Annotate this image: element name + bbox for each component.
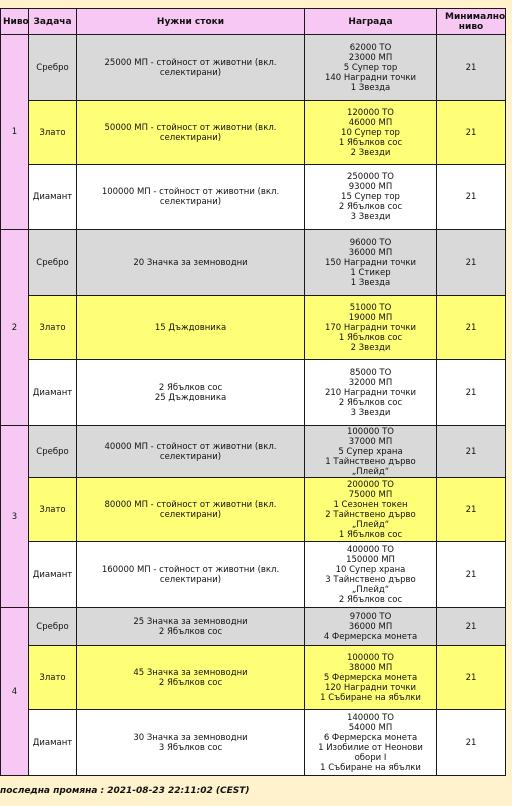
task-cell: Злато [29, 478, 77, 542]
min-level-cell: 21 [437, 296, 506, 360]
reward-line: 6 Фермерска монета [323, 732, 418, 743]
reward-line: 400000 ТО [346, 544, 395, 555]
reward-line: 100000 ТО [346, 652, 395, 663]
reward-line: 1 Сезонен токен [333, 499, 408, 510]
last-modified: последна промяна : 2021-08-23 22:11:02 (CEST) [0, 786, 250, 796]
header-task: Задача [29, 9, 77, 35]
reward-line: 2 Звезди [350, 342, 391, 353]
items-line: 40000 МП - стойност от животни (вкл. селектирани) [104, 441, 277, 462]
reward-line: 1 Изобилие от Неонови [318, 742, 423, 753]
min-level-cell: 21 [437, 608, 506, 646]
header-min-level-text: Минимално ниво [445, 11, 506, 32]
level-cell: 1 [1, 35, 29, 230]
reward-line: 15 Супер тор [341, 192, 400, 202]
header-row [1, 9, 506, 35]
reward-line: „Плейд“ [351, 466, 390, 477]
reward-line: 3 Звезди [350, 212, 391, 222]
items-line: 25 Дъждовника [154, 392, 227, 403]
min-level-cell: 21 [437, 230, 506, 296]
task-cell: Диамант [29, 542, 77, 608]
reward-line: 150000 МП [346, 554, 395, 565]
reward-line: 96000 ТО [349, 237, 392, 248]
items-line: 2 Ябълков сос [158, 626, 223, 637]
reward-line: 250000 ТО [346, 172, 395, 182]
reward-line: 170 Наградни точки [324, 322, 417, 333]
items-line: 80000 МП - стойност от животни (вкл. селектирани) [104, 499, 277, 520]
task-cell: Злато [29, 101, 77, 165]
items-cell [77, 710, 305, 776]
reward-line: 210 Наградни точки [324, 387, 417, 398]
header-items: Нужни стоки [77, 9, 305, 35]
reward-line: 23000 МП [348, 52, 393, 63]
items-cell [77, 296, 305, 360]
min-level-cell: 21 [437, 101, 506, 165]
items-cell [77, 608, 305, 646]
reward-line: 1 Стикер [350, 267, 391, 278]
reward-line: 85000 ТО [349, 367, 392, 378]
items-line: 15 Дъждовника [154, 322, 227, 333]
table-row [1, 710, 506, 776]
reward-line: 150 Наградни точки [324, 257, 417, 268]
reward-line: 2 Ябълков сос [338, 594, 403, 605]
items-line: 25 Значка за земноводни [133, 616, 248, 627]
items-line: 2 Ябълков сос [158, 677, 223, 688]
task-cell: Диамант [29, 710, 77, 776]
reward-line: 1 Ябълков сос [338, 332, 403, 343]
table-row [1, 542, 506, 608]
reward-cell [305, 426, 437, 478]
table-row [1, 478, 506, 542]
reward-line: 200000 ТО [346, 479, 395, 490]
reward-cell [305, 35, 437, 101]
items-cell [77, 646, 305, 710]
quest-table [0, 8, 506, 776]
reward-line: 93000 МП [348, 182, 393, 192]
reward-line: 5 Супер тор [343, 62, 398, 73]
items-line: 20 Значка за земноводни [133, 257, 248, 268]
reward-line: 4 Фермерска монета [323, 631, 418, 642]
reward-cell [305, 296, 437, 360]
items-cell [77, 101, 305, 165]
items-line: 50000 МП - стойност от животни (вкл. селектирани) [104, 122, 277, 143]
level-cell: 4 [1, 608, 29, 776]
reward-line: 1 Звезда [350, 82, 391, 93]
reward-cell [305, 101, 437, 165]
reward-line: „Плейд“ [351, 584, 390, 595]
items-line: 45 Значка за земноводни [133, 667, 248, 678]
reward-cell [305, 478, 437, 542]
items-cell [77, 230, 305, 296]
reward-line: 62000 ТО [349, 42, 392, 53]
task-cell: Сребро [29, 230, 77, 296]
reward-line: 37000 МП [348, 436, 393, 447]
min-level-cell: 21 [437, 35, 506, 101]
reward-line: 36000 МП [348, 247, 393, 258]
items-line: 25000 МП - стойност от животни (вкл. селектирани) [104, 57, 277, 78]
reward-line: 140 Наградни точки [324, 72, 417, 83]
task-cell: Злато [29, 646, 77, 710]
table-row [1, 296, 506, 360]
reward-line: 1 Събиране на ябълки [320, 692, 421, 703]
reward-cell [305, 608, 437, 646]
reward-line: обори I [354, 752, 387, 763]
reward-line: 46000 МП [348, 117, 393, 128]
reward-cell [305, 646, 437, 710]
items-line: 30 Значка за земноводни [133, 732, 248, 743]
reward-line: 10 Супер тор [341, 127, 400, 138]
reward-line: 3 Тайнствено дърво [325, 574, 416, 585]
header-level: Ниво [1, 9, 29, 35]
task-cell: Диамант [29, 165, 77, 230]
reward-line: 1 Ябълков сос [338, 529, 403, 540]
table-row [1, 360, 506, 426]
level-cell: 2 [1, 230, 29, 426]
reward-line: 2 Ябълков сос [338, 202, 403, 212]
items-cell [77, 35, 305, 101]
reward-line: 1 Тайнствено дърво [325, 456, 416, 467]
reward-line: 2 Звезди [350, 147, 391, 158]
reward-line: 100000 ТО [346, 426, 395, 437]
reward-cell [305, 710, 437, 776]
header-reward: Награда [305, 9, 437, 35]
header-min-level [437, 9, 506, 35]
items-cell [77, 426, 305, 478]
task-cell: Злато [29, 296, 77, 360]
reward-line: 38000 МП [348, 662, 393, 673]
reward-cell [305, 230, 437, 296]
min-level-cell: 21 [437, 426, 506, 478]
reward-line: 120000 ТО [346, 107, 395, 118]
table-row [1, 101, 506, 165]
reward-line: 120 Наградни точки [324, 682, 417, 693]
reward-line: 140000 ТО [346, 712, 395, 723]
items-line: 160000 МП - стойност от животни (вкл. селектирани) [101, 564, 280, 585]
task-cell: Сребро [29, 426, 77, 478]
items-line: 3 Ябълков сос [158, 742, 223, 753]
table-row [1, 646, 506, 710]
reward-line: 5 Фермерска монета [323, 672, 418, 683]
reward-cell [305, 542, 437, 608]
reward-cell [305, 360, 437, 426]
reward-line: 2 Ябълков сос [338, 397, 403, 408]
table-row [1, 230, 506, 296]
min-level-cell: 21 [437, 542, 506, 608]
items-cell [77, 478, 305, 542]
reward-line: 1 Звезда [350, 277, 391, 288]
task-cell: Сребро [29, 35, 77, 101]
items-cell [77, 542, 305, 608]
reward-line: 97000 ТО [349, 611, 392, 622]
table-row [1, 608, 506, 646]
reward-line: 3 Звезди [350, 407, 391, 418]
reward-line: „Плейд“ [351, 519, 390, 530]
items-line: 2 Ябълков сос [158, 382, 223, 393]
reward-cell [305, 165, 437, 230]
items-cell [77, 360, 305, 426]
reward-line: 36000 МП [348, 621, 393, 632]
items-cell [77, 165, 305, 230]
reward-line: 10 Супер храна [335, 564, 406, 575]
min-level-cell: 21 [437, 710, 506, 776]
reward-line: 19000 МП [348, 312, 393, 323]
reward-line: 75000 МП [348, 489, 393, 500]
reward-line: 2 Тайнствено дърво [325, 509, 416, 520]
task-cell: Диамант [29, 360, 77, 426]
table-row [1, 165, 506, 230]
reward-line: 1 Събиране на ябълки [320, 762, 421, 773]
reward-line: 54000 МП [348, 722, 393, 733]
quest-table-body [1, 35, 506, 776]
reward-line: 32000 МП [348, 377, 393, 388]
items-line: 100000 МП - стойност от животни (вкл. селектирани) [101, 187, 280, 207]
min-level-cell: 21 [437, 165, 506, 230]
reward-line: 5 Супер храна [338, 446, 403, 457]
task-cell: Сребро [29, 608, 77, 646]
reward-line: 51000 ТО [349, 302, 392, 313]
min-level-cell: 21 [437, 646, 506, 710]
table-row [1, 426, 506, 478]
level-cell: 3 [1, 426, 29, 608]
min-level-cell: 21 [437, 478, 506, 542]
min-level-cell: 21 [437, 360, 506, 426]
table-row [1, 35, 506, 101]
reward-line: 1 Ябълков сос [338, 137, 403, 148]
